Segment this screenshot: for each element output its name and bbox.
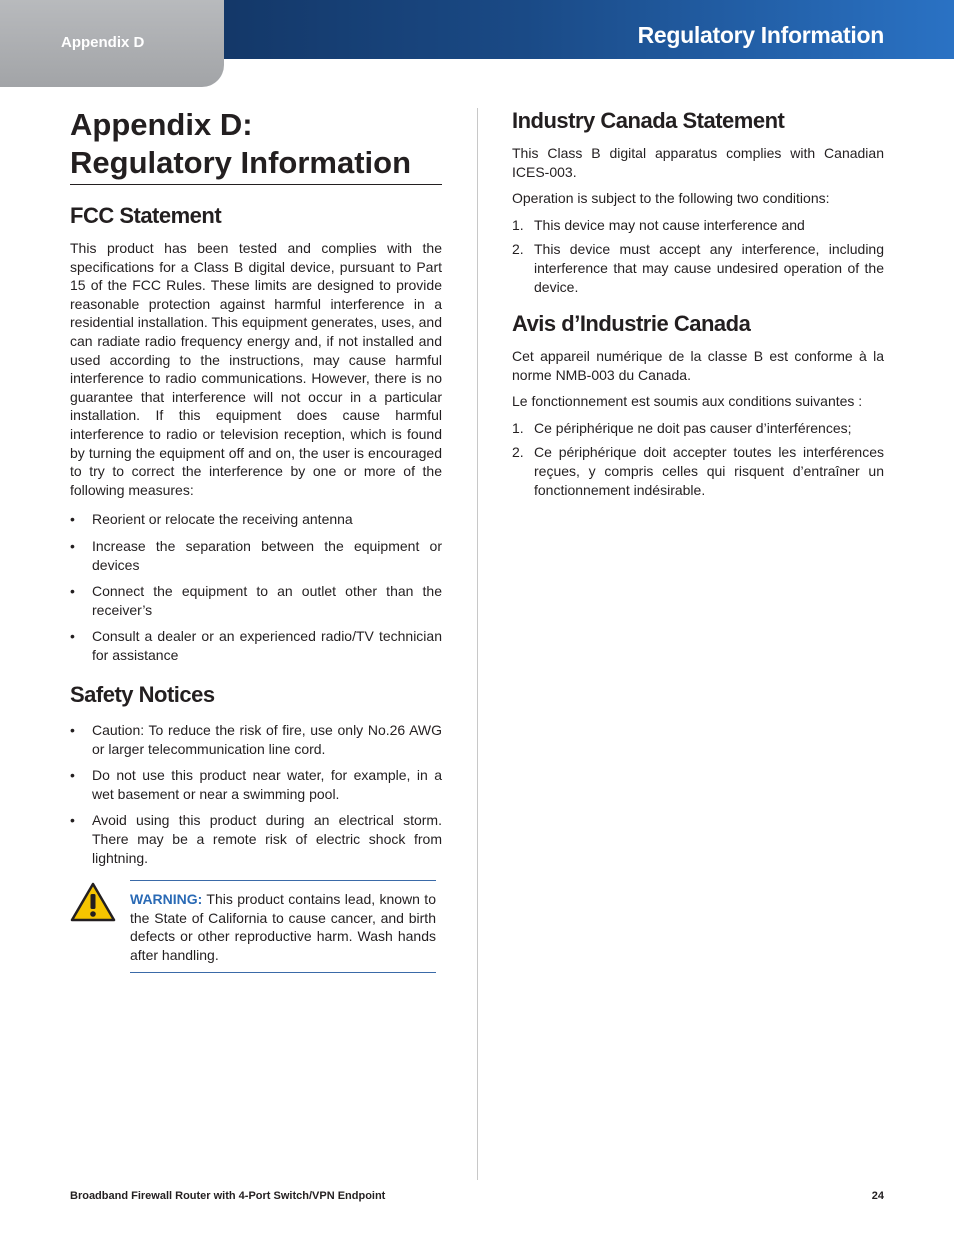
- list-item: 2. This device must accept any interference, including interference that may cause undesired operation of the device.: [512, 241, 884, 295]
- industry-canada-body2: Operation is subject to the following two conditions:: [512, 190, 830, 207]
- fcc-bullet-list: [70, 510, 442, 664]
- tab-label: Appendix D: [61, 34, 145, 51]
- list-item: 2. Ce périphérique doit accepter toutes les interférences reçues, y compris celles qui risquent d’entraîner un fonctionnement indésirable.: [512, 444, 884, 498]
- warning-text: This product contains lead, known to the State of California to cause cancer, and birth defects or other reproductive harm. Wash hands after handling.: [130, 891, 436, 963]
- list-item: • Do not use this product near water, for example, in a wet basement or near a swimming pool.: [70, 767, 442, 802]
- section-tab: [0, 0, 224, 87]
- list-item: • Connect the equipment to an outlet other than the receiver’s: [70, 583, 442, 618]
- safety-bullet-list: [70, 721, 442, 867]
- industry-canada-body1: This Class B digital apparatus complies with Canadian ICES-003.: [512, 145, 884, 180]
- safety-section: [70, 682, 442, 867]
- avis-section: [512, 311, 884, 499]
- fcc-heading: FCC Statement: [70, 203, 222, 228]
- list-item: 1. This device may not cause interference and: [512, 216, 805, 233]
- list-item: • Caution: To reduce the risk of fire, use only No.26 AWG or larger telecommunication line cord.: [70, 722, 442, 757]
- industry-canada-section: [512, 108, 884, 296]
- safety-heading: Safety Notices: [70, 682, 215, 707]
- page-title-line2: Regulatory Information: [70, 145, 412, 180]
- fcc-body: This product has been tested and complies with the specifications for a Class B digital device, pursuant to Part 15 of the FCC Rules. These limits are designed to provide reasonable protection against harmful interference in a residential installation. This equipment generates, uses, and can radiate radio frequency energy and, if not installed and used according to the instructions, may cause harmful interference to radio communications. However, there is no guarantee that interference will not occur in a particular installation. If this equipment does cause harmful interference to radio or television reception, which is found by turning the equipment off and on, the user is encouraged to try to correct the interference by one or more of the following measures:: [70, 240, 442, 498]
- list-item: • Avoid using this product during an electrical storm. There may be a remote risk of electric shock from lightning.: [70, 812, 442, 866]
- list-item: • Reorient or relocate the receiving antenna: [70, 511, 353, 528]
- footer-page-number: 24: [871, 1190, 884, 1202]
- warning-triangle-icon: [70, 882, 116, 922]
- avis-list: [512, 419, 884, 499]
- avis-heading: Avis d’Industrie Canada: [512, 311, 751, 336]
- warning-label: WARNING:: [130, 891, 203, 907]
- list-item: • Consult a dealer or an experienced radio/TV technician for assistance: [70, 628, 442, 663]
- warning-box: [130, 880, 436, 973]
- industry-canada-heading: Industry Canada Statement: [512, 108, 785, 133]
- avis-body1: Cet appareil numérique de la classe B est conforme à la norme NMB-003 du Canada.: [512, 348, 884, 383]
- list-item: • Increase the separation between the equipment or devices: [70, 537, 442, 573]
- industry-canada-list: [512, 216, 884, 296]
- avis-body2: Le fonctionnement est soumis aux conditions suivantes :: [512, 393, 863, 410]
- column-divider: [477, 108, 478, 1180]
- header-section-title: Regulatory Information: [637, 22, 884, 48]
- footer-product-name: Broadband Firewall Router with 4-Port Switch/VPN Endpoint: [70, 1190, 386, 1202]
- fcc-section: [70, 203, 442, 664]
- list-item: 1. Ce périphérique ne doit pas causer d’interférences;: [512, 419, 852, 436]
- page-title-line1: Appendix D:: [70, 107, 253, 142]
- page-title: [70, 106, 442, 185]
